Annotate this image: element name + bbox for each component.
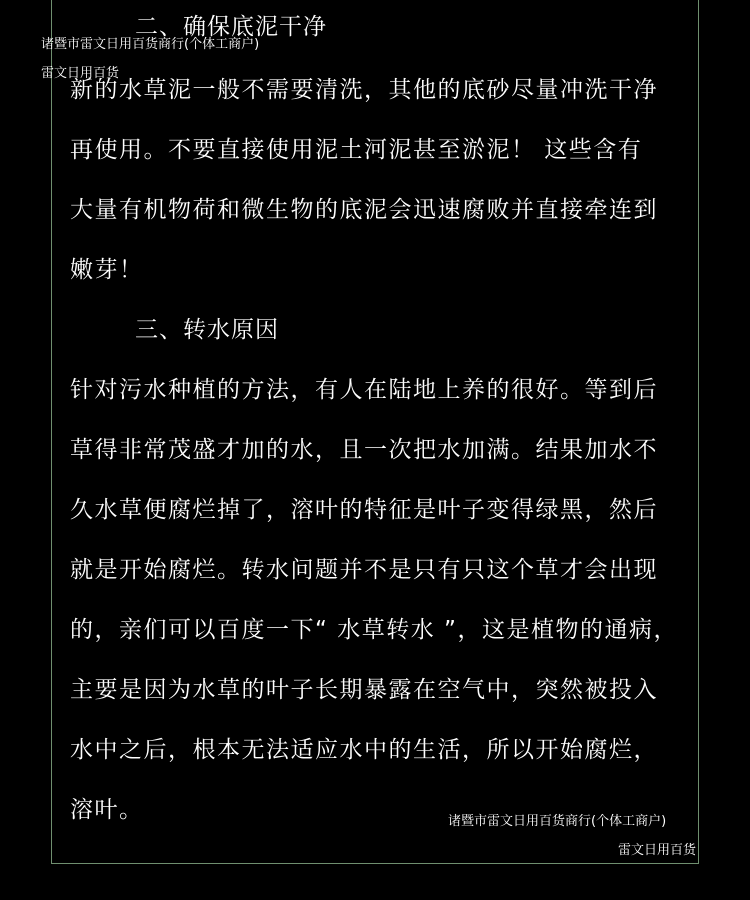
body-line: 嫩芽！ [70, 257, 144, 283]
body-line: 久水草便腐烂掉了，溶叶的特征是叶子变得绿黑，然后 [70, 497, 658, 523]
body-line: 的，亲们可以百度一下“ 水草转水 ”，这是植物的通病， [70, 617, 678, 643]
body-line: 溶叶。 [70, 797, 144, 823]
body-line: 针对污水种植的方法，有人在陆地上养的很好。等到后 [70, 377, 658, 403]
watermark-shop-bottom: 雷文日用百货 [618, 843, 697, 858]
section-heading-ensure-clean-substrate: 二、确保底泥干净 [135, 14, 327, 40]
body-line: 主要是因为水草的叶子长期暴露在空气中，突然被投入 [70, 677, 658, 703]
watermark-shop-top: 雷文日用百货 [41, 66, 120, 81]
body-line: 就是开始腐烂。转水问题并不是只有只这个草才会出现 [70, 557, 658, 583]
watermark-company-top: 诸暨市雷文日用百货商行(个体工商户) [41, 37, 260, 52]
body-line: 再使用。不要直接使用泥土河泥甚至淤泥！ 这些含有 [70, 137, 643, 163]
body-line: 水中之后，根本无法适应水中的生活，所以开始腐烂， [70, 737, 658, 763]
body-line: 新的水草泥一般不需要清洗，其他的底砂尽量冲洗干净 [70, 77, 658, 103]
section-heading-transition-cause: 三、转水原因 [135, 317, 279, 343]
watermark-company-bottom: 诸暨市雷文日用百货商行(个体工商户) [448, 814, 667, 829]
body-line: 大量有机物荷和微生物的底泥会迅速腐败并直接牵连到 [70, 197, 658, 223]
body-line: 草得非常茂盛才加的水，且一次把水加满。结果加水不 [70, 437, 658, 463]
